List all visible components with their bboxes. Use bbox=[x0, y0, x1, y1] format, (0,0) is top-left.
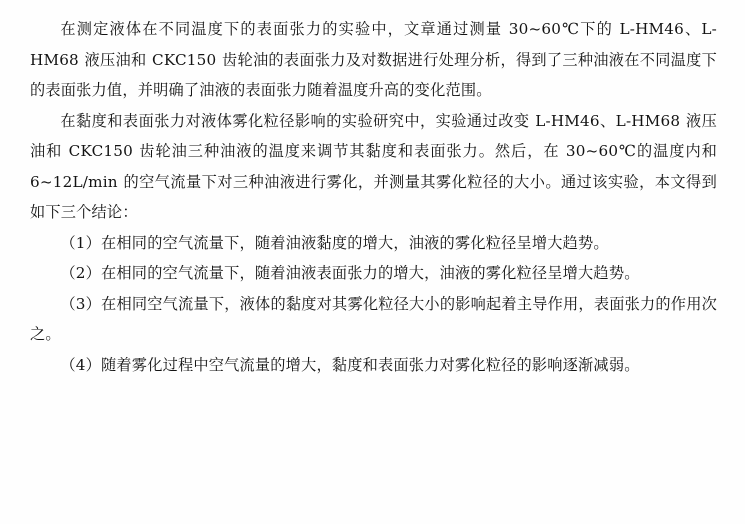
paragraph-1: 在测定液体在不同温度下的表面张力的实验中，文章通过测量 30~60℃下的 L-HM46、L-HM68 液压油和 CKC150 齿轮油的表面张力及对数据进行处理分析，得到了三种油液在不同温度下的表面张力值，并明确了油液的表面张力随着温度升高的变化范围。 bbox=[30, 20, 717, 99]
conclusion-item-3: （3）在相同空气流量下，液体的黏度对其雾化粒径大小的影响起着主导作用，表面张力的作用次之。 bbox=[30, 294, 717, 343]
paragraph-2: 在黏度和表面张力对液体雾化粒径影响的实验研究中，实验通过改变 L-HM46、L-HM68 液压油和 CKC150 齿轮油三种油液的温度来调节其黏度和表面张力。然后，在 30~60℃的温度内和 6~12L/min 的空气流量下对三种油液进行雾化，并测量其雾化粒径的大小。通过该实验，本文得到如下三个结论： bbox=[30, 111, 717, 221]
conclusion-item-2: （2）在相同的空气流量下，随着油液表面张力的增大，油液的雾化粒径呈增大趋势。 bbox=[60, 264, 640, 282]
conclusion-item-1: （1）在相同的空气流量下，随着油液黏度的增大，油液的雾化粒径呈增大趋势。 bbox=[60, 233, 609, 252]
conclusion-item-4: （4）随着雾化过程中空气流量的增大，黏度和表面张力对雾化粒径的影响逐渐减弱。 bbox=[60, 355, 640, 374]
